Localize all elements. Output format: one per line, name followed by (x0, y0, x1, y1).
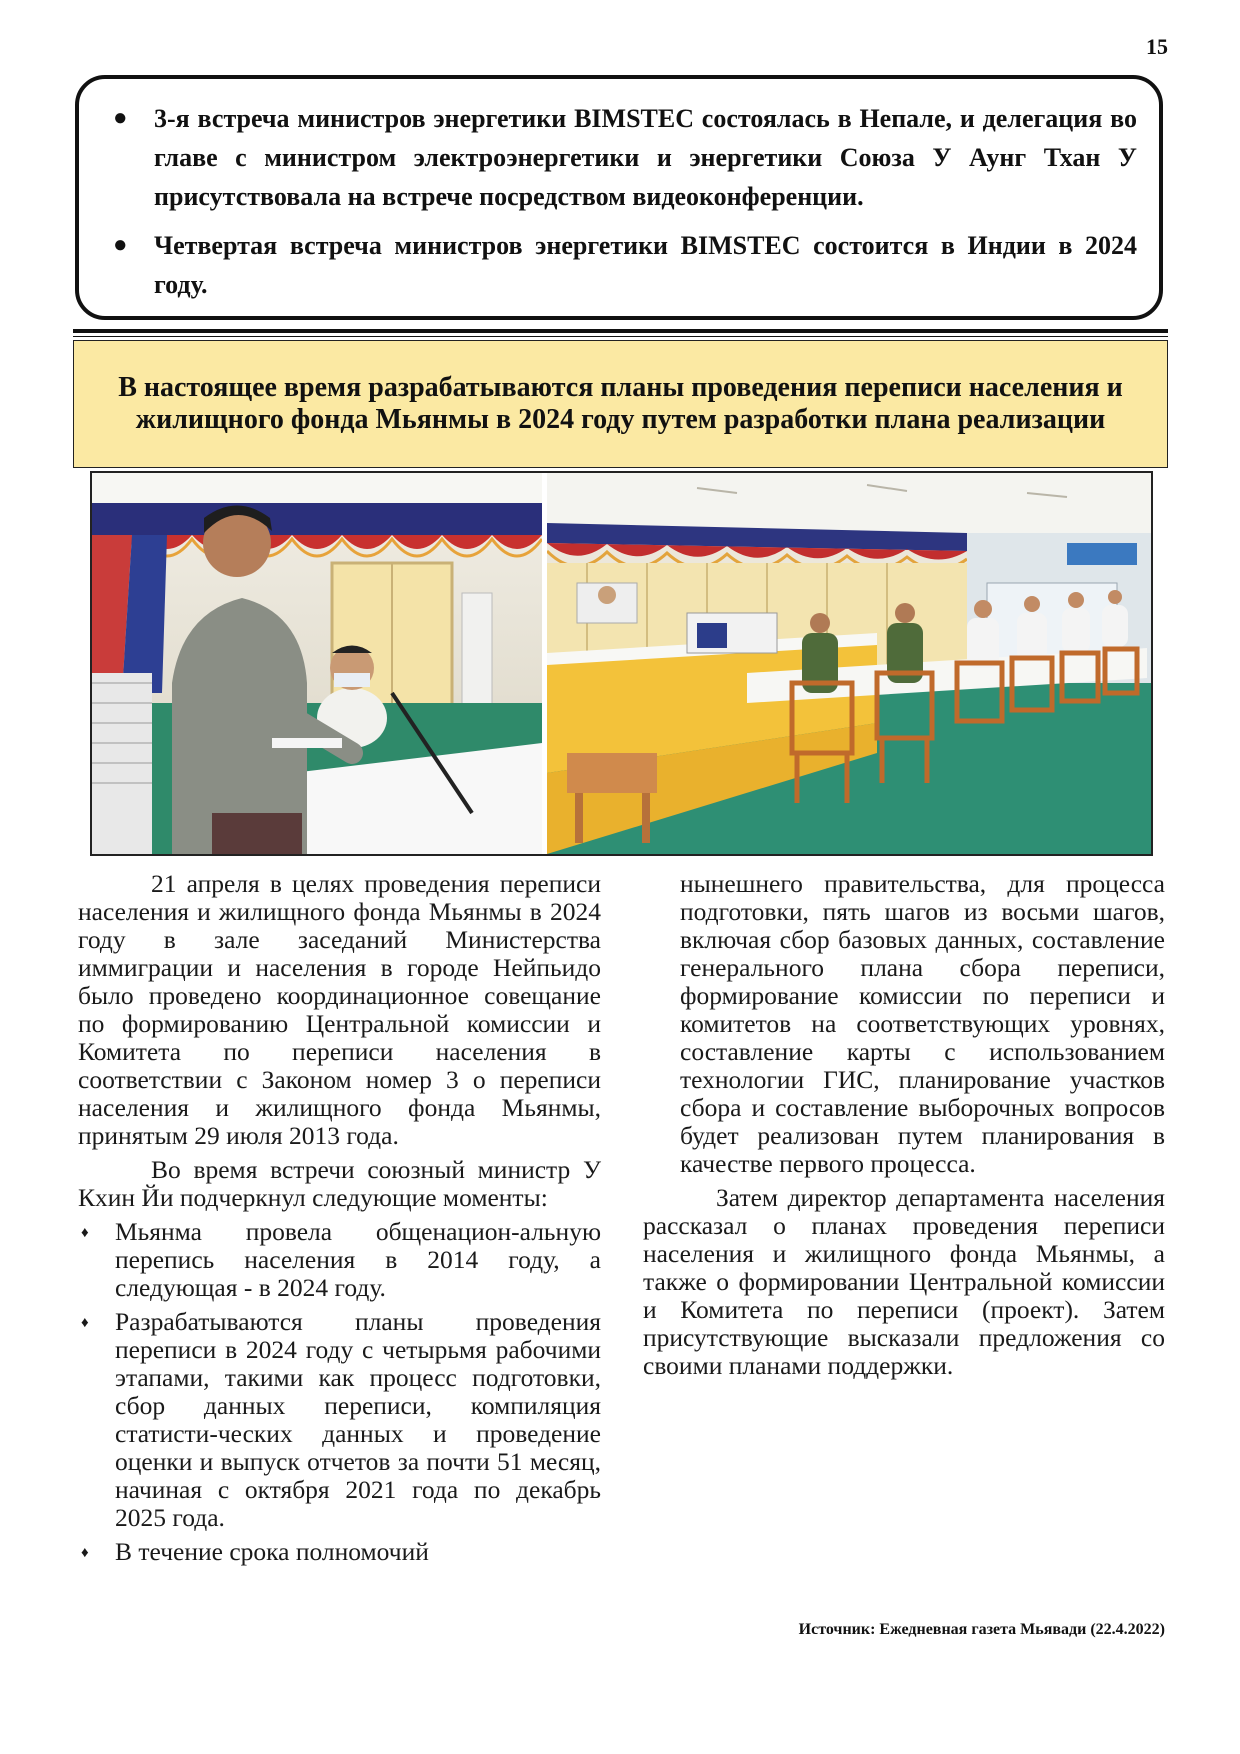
diamond-bullet-icon: ♦ (81, 1545, 89, 1561)
divider-thin (73, 336, 1168, 337)
summary-text: 3-я встреча министров энергетики BIMSTEC состоялась в Непале, и делегация во главе с министром электроэнергетики и энергетики Союза У Аунг Тхан У присутствовала на встрече посредством видеоконференции. (154, 104, 1137, 211)
list-item-text: Разрабатываются планы проведения переписи в 2024 году с четырьмя рабочими этапами, такими как процесс подготовки, сбор данных переписи, компиляция статисти-ческих данных и проведение оценки и выпуск отчетов за почти 51 месяц, начиная с октября 2021 года по декабрь 2025 года. (115, 1307, 601, 1532)
summary-list (99, 99, 1137, 304)
summary-item (99, 99, 1137, 216)
diamond-bullet-icon: ♦ (81, 1315, 89, 1331)
list-item-text: Мьянма провела общенацион-альную перепись населения в 2014 году, а следующая - в 2024 году. (115, 1217, 601, 1302)
article-paragraph: 21 апреля в целях проведения переписи населения и жилищного фонда Мьянмы в 2024 году в зале заседаний Министерства иммиграции и населения в городе Нейпьидо было проведено координационное совещание по формированию Центральной комиссии и Комитета по переписи населения в соответствии с Законом номер 3 о переписи населения и жилищного фонда Мьянмы, принятым 29 июля 2013 года. (78, 869, 601, 1150)
article-paragraph: Затем директор департамента населения рассказал о планах проведения переписи населения и жилищного фонда Мьянмы, а также о формировании Центральной комиссии и Комитета по переписи (проект). Затем присутствующие высказали предложения со своими планами поддержки. (643, 1183, 1165, 1380)
article-photos (90, 471, 1153, 856)
bullet-dot-icon: ● (113, 105, 128, 131)
article-bullet-list (78, 1218, 601, 1566)
article-headline: В настоящее время разрабатываются планы проведения переписи населения и жилищного фонда Мьянмы в 2024 году путем разработки плана реализации (118, 372, 1123, 435)
article-paragraph: нынешнего правительства, для процесса подготовки, пять шагов из восьми шагов, включая сбор базовых данных, составление генерального плана сбора переписи, формирование комиссии по переписи и комитетов на соответствующих уровнях, составление карты с использованием технологии ГИС, планирование участков сбора и составление выборочных вопросов будет реализован путем планирования в качестве первого процесса. (680, 869, 1165, 1178)
diamond-bullet-icon: ♦ (81, 1225, 89, 1241)
divider-thick (73, 329, 1168, 333)
source-credit: Источник: Ежедневная газета Мьявади (22.4.2022) (798, 1621, 1165, 1638)
summary-text: Четвертая встреча министров энергетики BIMSTEC состоится в Индии в 2024 году. (154, 231, 1137, 299)
list-item (78, 1538, 601, 1566)
list-item-text: В течение срока полномочий (115, 1537, 429, 1566)
bullet-dot-icon: ● (113, 232, 128, 258)
summary-item (99, 226, 1137, 304)
photo-meeting-hall (547, 473, 1151, 854)
headline-box (73, 340, 1168, 468)
summary-box (75, 75, 1163, 320)
article-paragraph: Во время встречи союзный министр У Кхин Йи подчеркнул следующие моменты: (78, 1155, 601, 1212)
list-item (78, 1308, 601, 1532)
list-item (78, 1218, 601, 1302)
page-number: 15 (1146, 34, 1168, 59)
photo-speaker-at-podium (92, 473, 542, 854)
article-column-right (643, 870, 1165, 1380)
article-column-left (78, 870, 601, 1566)
